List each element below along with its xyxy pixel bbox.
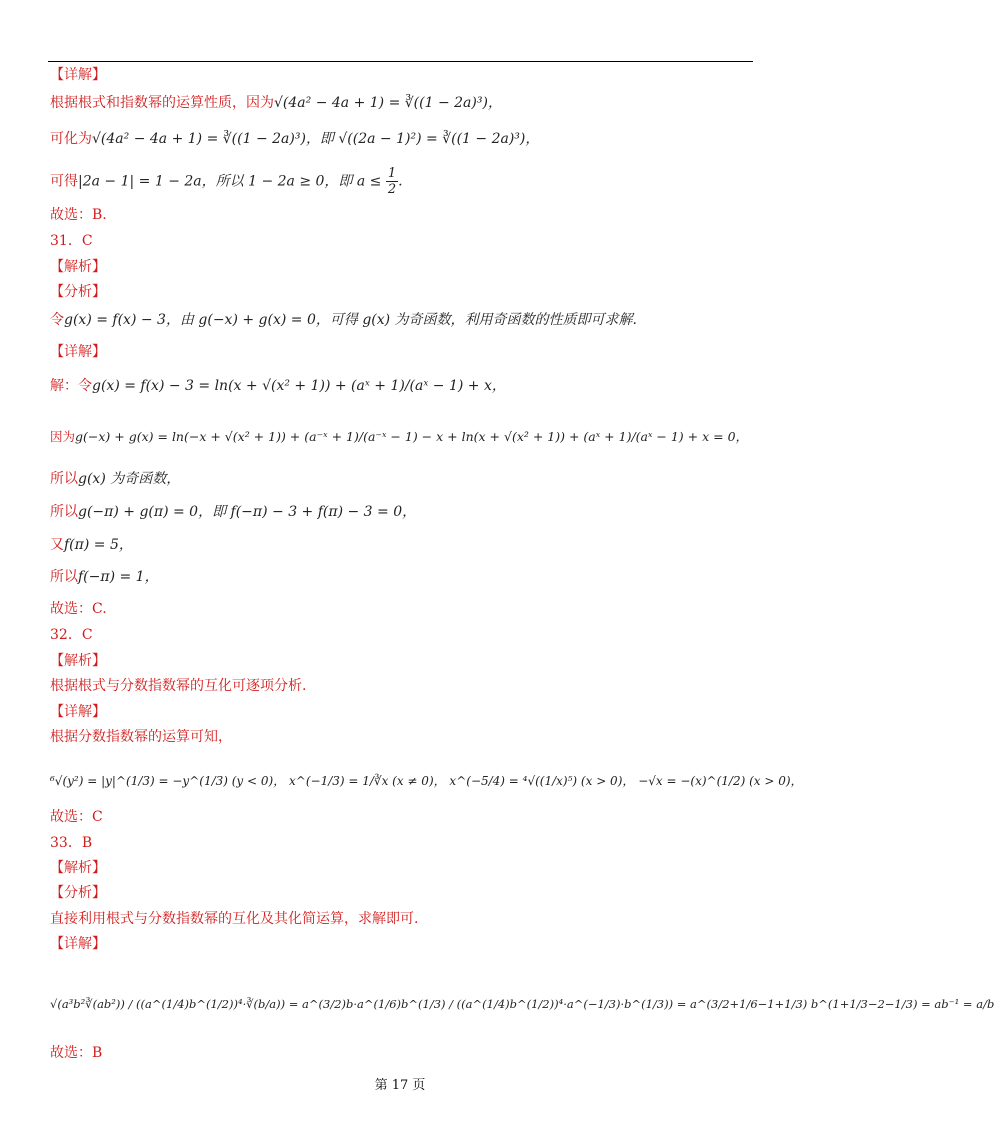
- text-line: 根据分数指数幂的运算可知，: [50, 729, 232, 745]
- text-line: 可得|2a − 1| = 1 − 2a，所以 1 − 2a ≥ 0，即 a ≤ $\frac{1}{2}$ .: [50, 166, 403, 197]
- section-heading: 【解析】: [50, 653, 106, 669]
- question-number: 32．C: [50, 627, 93, 643]
- question-number: 31．C: [50, 233, 93, 249]
- section-heading: 【详解】: [50, 67, 106, 83]
- answer-line: 故选：B: [50, 1045, 103, 1061]
- question-number: 33．B: [50, 835, 93, 851]
- section-heading: 【分析】: [50, 284, 106, 300]
- section-heading: 【详解】: [50, 704, 106, 720]
- text-line: 可化为√(4a² − 4a + 1) = ∛((1 − 2a)³)，即 √((2a − 1)²) = ∛((1 − 2a)³)，: [50, 131, 540, 147]
- section-heading: 【详解】: [50, 344, 106, 360]
- text-line: 所以f(−π) = 1，: [50, 569, 159, 585]
- section-heading: 【详解】: [50, 936, 106, 952]
- answer-line: 故选：C: [50, 809, 103, 825]
- page-number: 第 17 页: [374, 1078, 426, 1093]
- section-heading: 【分析】: [50, 885, 106, 901]
- section-heading: 【解析】: [50, 860, 106, 876]
- answer-line: 故选：C.: [50, 601, 107, 617]
- text-line: 根据根式与分数指数幂的互化可逐项分析.: [50, 678, 307, 694]
- math-line: ⁶√(y²) = |y|^(1/3) = −y^(1/3) (y < 0)， x^(−1/3) = 1/∛x (x ≠ 0)， x^(−5/4) = ⁴√((1/x)⁵) (x > 0)， −√x = −(x)^(1/2) (x > 0)，: [50, 774, 803, 788]
- header-rule: [48, 61, 753, 62]
- text-line: 直接利用根式与分数指数幂的互化及其化简运算，求解即可.: [50, 911, 419, 927]
- text-line: 令g(x) = f(x) − 3，由 g(−x) + g(x) = 0，可得 g(x) 为奇函数，利用奇函数的性质即可求解.: [50, 312, 637, 328]
- text-line: 所以g(x) 为奇函数，: [50, 471, 181, 487]
- text-line: 所以g(−π) + g(π) = 0，即 f(−π) − 3 + f(π) − 3 = 0，: [50, 504, 417, 520]
- math-line: √(a³b²∛(ab²)) / ((a^(1/4)b^(1/2))⁴·∛(b/a)) = a^(3/2)b·a^(1/6)b^(1/3) / ((a^(1/4)b^(1/2))⁴·a^(−1/3)·b^(1/3)) = a^(3/2+1/6−1+1/3) b^(1+1/3−2−1/3) = ab⁻¹ = a/b: [50, 997, 994, 1011]
- section-heading: 【解析】: [50, 259, 106, 275]
- text-line: 解：令g(x) = f(x) − 3 = ln(x + √(x² + 1)) + (aˣ + 1)/(aˣ − 1) + x，: [50, 378, 506, 394]
- text-line: 因为g(−x) + g(x) = ln(−x + √(x² + 1)) + (a⁻ˣ + 1)/(a⁻ˣ − 1) − x + ln(x + √(x² + 1)) + (aˣ + 1)/(aˣ − 1) + x = 0，: [50, 429, 749, 444]
- answer-line: 故选：B.: [50, 207, 107, 223]
- fraction: $\frac{1}{2}$: [387, 166, 397, 197]
- text-line: 根据根式和指数幂的运算性质，因为√(4a² − 4a + 1) = ∛((1 − 2a)³)，: [50, 95, 502, 111]
- text-line: 又f(π) = 5，: [50, 537, 133, 553]
